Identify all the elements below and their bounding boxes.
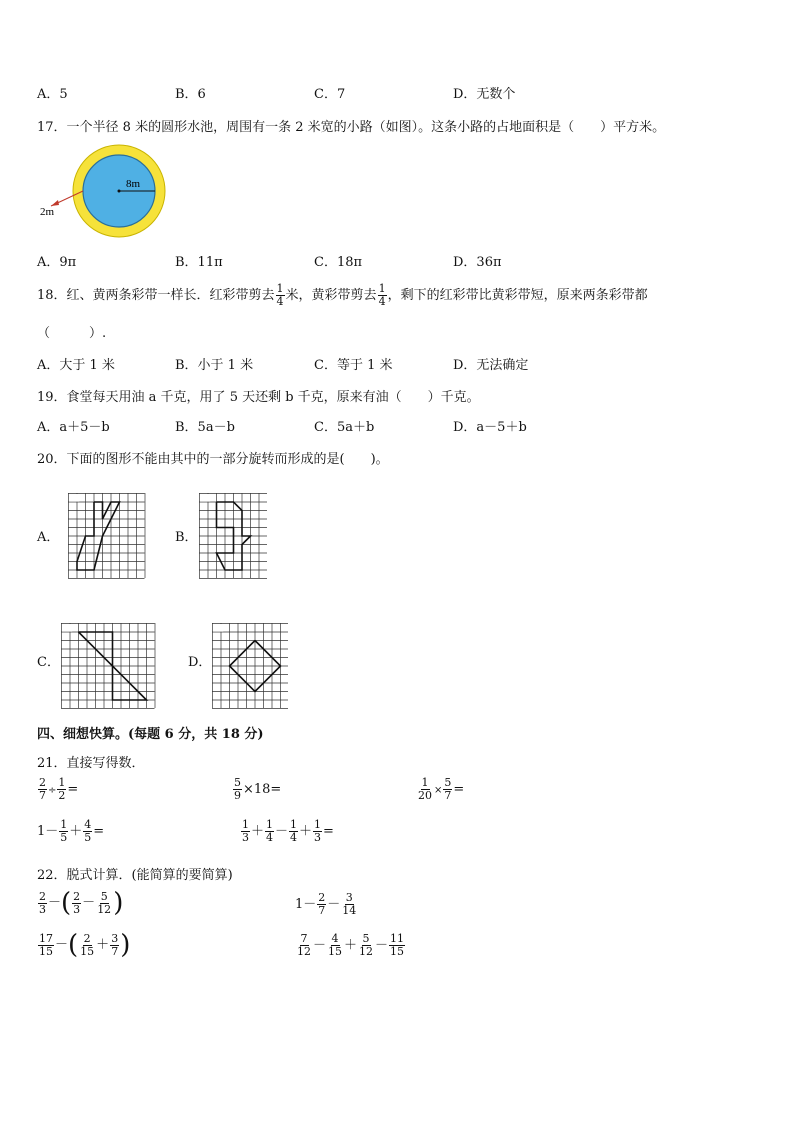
q21-stem: 21．直接写得数．: [37, 756, 145, 771]
q17-option-d: D．36π: [453, 255, 502, 270]
fraction: $\frac{1}{4}$: [276, 282, 284, 308]
grid-figure-b: [199, 493, 267, 579]
q22-expr-3: $\frac{17}{15}$ －( $\frac{2}{15}$ ＋ $\frac{3}{7}$ ): [39, 930, 131, 960]
q16-option-c: C．7: [314, 87, 346, 102]
q16-option-d: D．无数个: [453, 87, 516, 102]
grid-figure-d: [212, 623, 288, 709]
q16-option-a: A．5: [37, 87, 68, 102]
q21-expr-3: $\frac{1}{20}$ × $\frac{5}{7}$ =: [418, 776, 465, 802]
section-4-title: 四、细想快算。(每题 6 分，共 18 分): [37, 727, 264, 742]
q17-option-b: B．11π: [175, 255, 223, 270]
q17-option-c: C．18π: [314, 255, 363, 270]
q20-label-c: C．: [37, 655, 60, 670]
q19-option-c: C．5a＋b: [314, 420, 375, 435]
grid-figure-c: [61, 623, 161, 709]
q19-stem: 19．食堂每天用油 a 千克，用了 5 天还剩 b 千克，原来有油（ ）千克。: [37, 390, 480, 405]
q17-stem: 17．一个半径 8 米的圆形水池，周围有一条 2 米宽的小路（如图）。这条小路的占地面积是（ ）平方米。: [37, 120, 666, 135]
q22-expr-4: $\frac{7}{12}$ － $\frac{4}{15}$ ＋ $\frac{5}{12}$ － $\frac{11}{15}$: [297, 932, 405, 958]
q18-stem: [37, 283, 648, 308]
q19-option-a: A．a＋5－b: [37, 420, 110, 435]
fraction: $\frac{1}{4}$: [378, 282, 386, 308]
q21-expr-5: $\frac{1}{3}$ ＋ $\frac{1}{4}$ － $\frac{1}{4}$ ＋ $\frac{1}{3}$ =: [242, 818, 334, 844]
q18-stem-line2: （ ）.: [37, 326, 107, 341]
q18-text-3: ，剩下的红彩带比黄彩带短，原来两条彩带都: [387, 288, 648, 303]
q20-label-d: D．: [188, 655, 212, 670]
q21-expr-1: $\frac{2}{7}$ ÷ $\frac{1}{2}$ =: [39, 776, 79, 802]
q20-stem: 20．下面的图形不能由其中的一部分旋转而形成的是( )。: [37, 452, 389, 467]
q18-option-a: A．大于 1 米: [37, 358, 115, 373]
q22-expr-1: $\frac{2}{3}$ －( $\frac{2}{3}$ － $\frac{5}{12}$ ): [39, 888, 124, 918]
q18-option-d: D．无法确定: [453, 358, 529, 373]
q16-option-b: B．6: [175, 87, 206, 102]
q17-option-a: A．9π: [37, 255, 77, 270]
q18-text-2: 米，黄彩带剪去: [285, 288, 377, 303]
width-label: 2m: [40, 206, 55, 218]
q20-label-b: B．: [175, 530, 198, 545]
q22-stem: 22．脱式计算．(能简算的要简算): [37, 868, 233, 883]
q18-option-c: C．等于 1 米: [314, 358, 393, 373]
q19-option-d: D．a－5＋b: [453, 420, 527, 435]
pool-figure: [34, 140, 174, 240]
q22-expr-2: 1－ $\frac{2}{7}$ － $\frac{3}{14}$: [295, 891, 357, 917]
radius-label: 8m: [126, 178, 141, 190]
q20-label-a: A．: [37, 530, 60, 545]
q19-option-b: B．5a－b: [175, 420, 235, 435]
q21-expr-2: $\frac{5}{9}$ ×18=: [234, 776, 282, 802]
grid-figure-a: [68, 493, 148, 579]
q18-option-b: B．小于 1 米: [175, 358, 254, 373]
q21-expr-4: 1－ $\frac{1}{5}$ ＋ $\frac{4}{5}$ =: [37, 818, 105, 844]
q18-text-1: 18．红、黄两条彩带一样长．红彩带剪去: [37, 288, 275, 303]
